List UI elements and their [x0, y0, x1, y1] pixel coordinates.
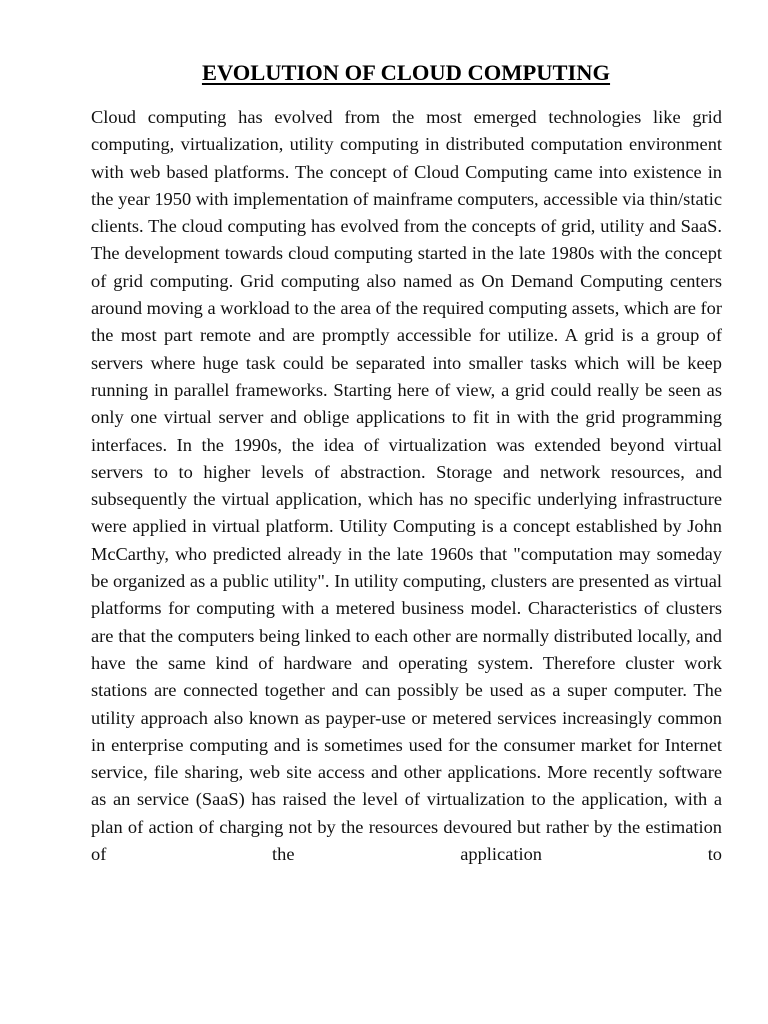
document-title: EVOLUTION OF CLOUD COMPUTING [201, 60, 611, 85]
body-paragraph: Cloud computing has evolved from the most emerged technologies like grid computing, virtualization, utility computing in distributed computation environment with web based platforms. The concept of Cloud Computing came into existence in the year 1950 with implementation of mainframe computers, accessible via thin/static clients. The cloud computing has evolved from the concepts of grid, utility and SaaS. The development towards cloud computing started in the late 1980s with the concept of grid computing. Grid computing also named as On Demand Computing centers around moving a workload to the area of the required computing assets, which are for the most part remote and are promptly accessible for utilize. A grid is a group of servers where huge task could be separated into smaller tasks which will be keep running in parallel frameworks. Starting here of view, a grid could really be seen as only one virtual server and oblige applications to fit in with the grid programming interfaces. In the 1990s, the idea of virtualization was extended beyond virtual servers to to higher levels of abstraction. Storage and network resources, and subsequently the virtual application, which has no specific underlying infrastructure were applied in virtual platform. Utility Computing is a concept established by John McCarthy, who predicted already in the late 1960s that "computation may someday be organized as a public utility". In utility computing, clusters are presented as virtual platforms for computing with a metered business model. Characteristics of clusters are that the computers being linked to each other are normally distributed locally, and have the same kind of hardware and operating system. Therefore cluster work stations are connected together and can possibly be used as a super computer. The utility approach also known as payper-use or metered services increasingly common in enterprise computing and is sometimes used for the consumer market for Internet service, file sharing, web site access and other applications. More recently software as an service (SaaS) has raised the level of virtualization to the application, with a plan of action of charging not by the resources devoured but rather by the estimation of the application to [91, 107, 722, 865]
